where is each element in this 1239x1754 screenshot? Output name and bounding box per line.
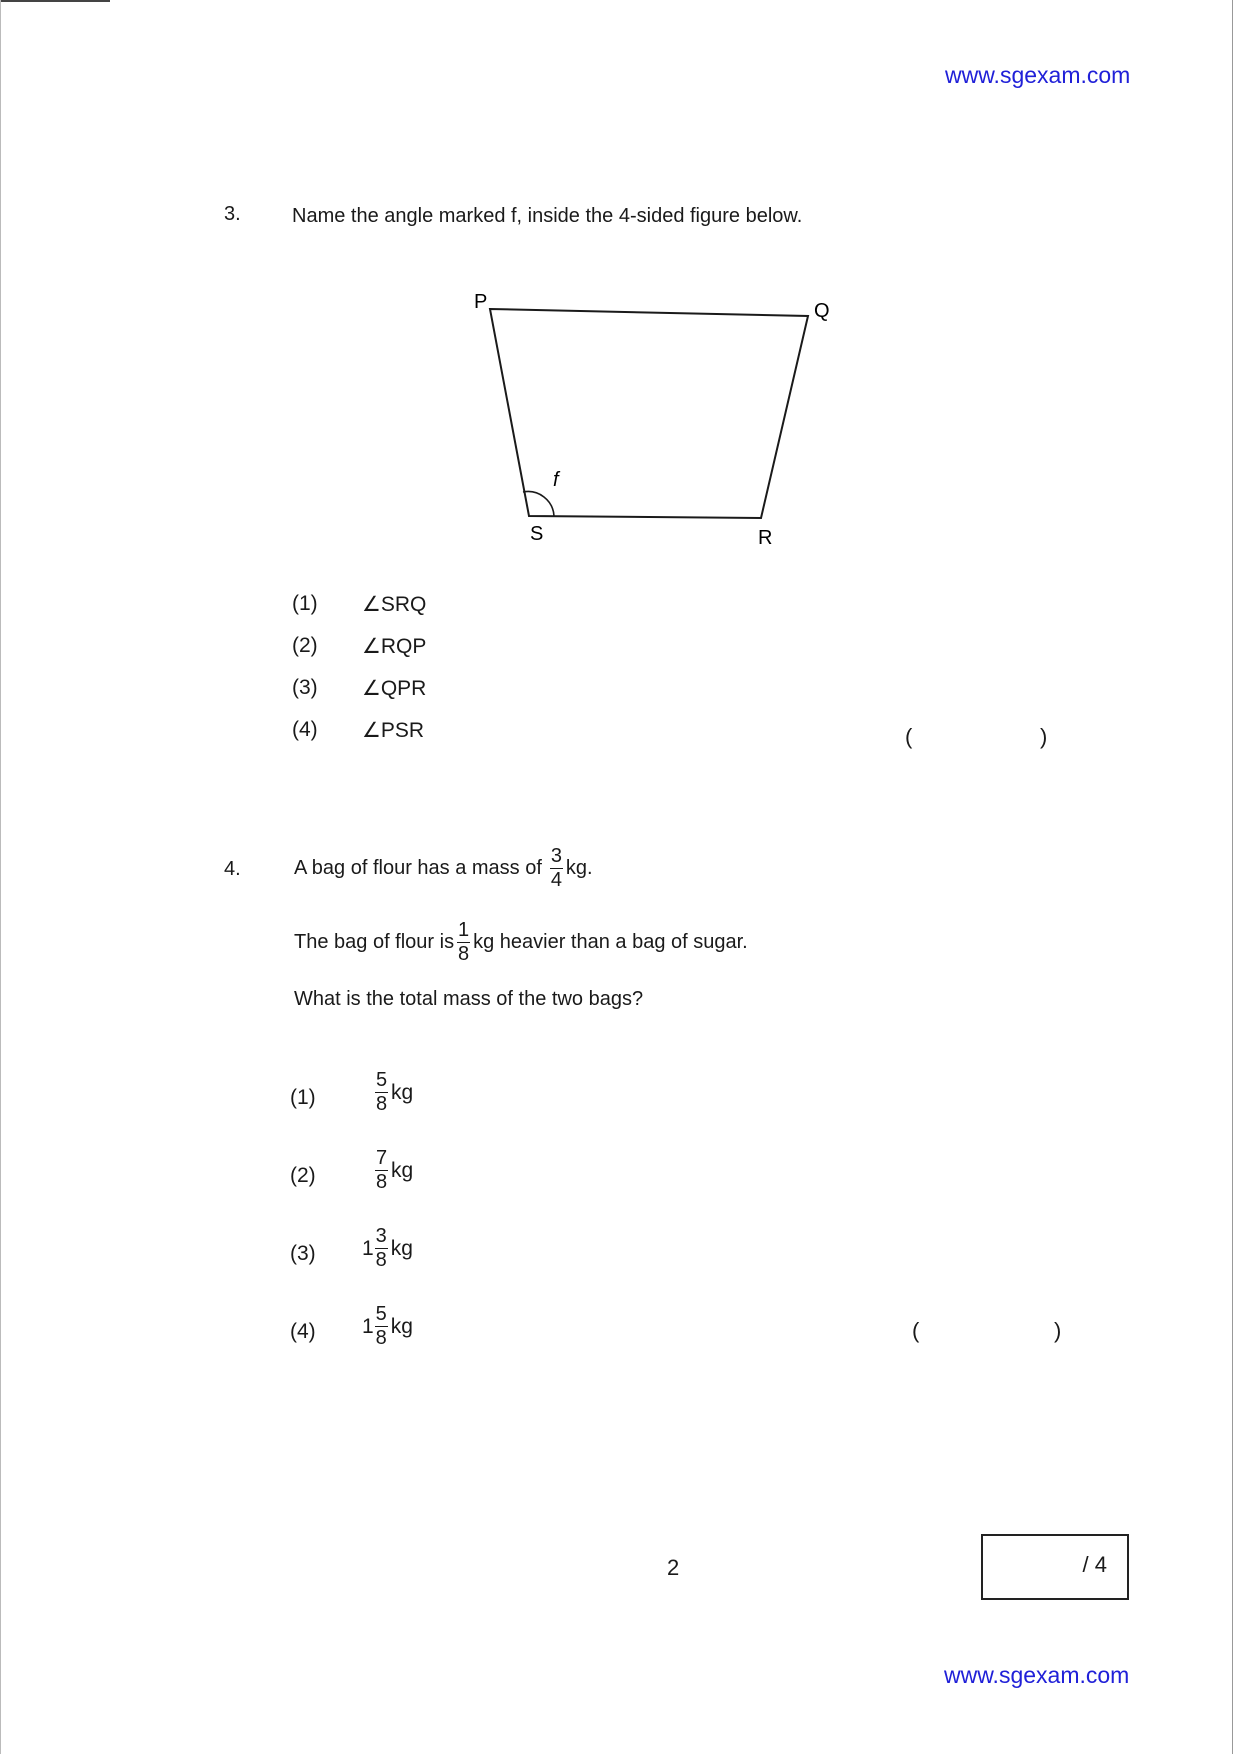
unit-label: kg [390, 1236, 413, 1260]
vertex-label-s: S [530, 523, 544, 545]
score-box [981, 1534, 1129, 1600]
fraction-denominator: 8 [458, 942, 470, 965]
fraction-denominator: 4 [550, 868, 562, 891]
q4-option-3-value[interactable] [362, 1226, 413, 1271]
fraction-numerator: 7 [375, 1147, 388, 1169]
q4-answer-close-paren: ) [1054, 1318, 1062, 1343]
page-border-top [0, 0, 110, 2]
q4-option-4-value[interactable] [362, 1304, 413, 1349]
whole-number: 1 [362, 1314, 374, 1338]
q3-option-1-number: (1) [292, 592, 318, 615]
q4-answer-open-paren: ( [912, 1318, 920, 1343]
q4-line-2-rest: kg heavier than a bag of sugar. [473, 930, 748, 953]
unit-label: kg [391, 1080, 414, 1104]
fraction-denominator: 8 [375, 1249, 387, 1271]
q4-line-1-unit: kg. [565, 856, 593, 879]
q4-line-1 [294, 838, 593, 898]
q3-number: 3. [224, 203, 241, 225]
unit-label: kg [391, 1158, 414, 1182]
unit-label: kg [390, 1314, 413, 1338]
q4-number: 4. [224, 858, 241, 880]
q4-line-2-fraction [457, 920, 470, 965]
q3-text: Name the angle marked f, inside the 4-sided figure below. [292, 205, 803, 227]
q4-option-1-number: (1) [290, 1086, 316, 1109]
angle-label-f: f [553, 469, 559, 491]
fraction [375, 1148, 388, 1193]
fraction-denominator: 8 [375, 1171, 388, 1193]
q3-option-3-text[interactable]: ∠QPR [362, 677, 427, 700]
q3-option-3-number: (3) [292, 676, 318, 699]
q4-option-4-number: (4) [290, 1320, 316, 1343]
q4-answer-blank[interactable] [922, 1316, 1052, 1346]
q3-answer-close-paren: ) [1040, 724, 1048, 749]
q3-answer-open-paren: ( [905, 724, 913, 749]
q4-option-3-number: (3) [290, 1242, 316, 1265]
vertex-label-p: P [474, 291, 488, 313]
fraction-numerator: 5 [375, 1069, 388, 1091]
vertex-label-r: R [758, 527, 773, 549]
q3-option-2-number: (2) [292, 634, 318, 657]
page-border-right [1232, 0, 1233, 1754]
page-number: 2 [667, 1555, 680, 1580]
q3-quadrilateral-figure [460, 280, 860, 560]
fraction [375, 1304, 388, 1349]
fraction [375, 1070, 388, 1115]
q4-line-3: What is the total mass of the two bags? [294, 988, 644, 1010]
whole-number: 1 [362, 1236, 374, 1260]
q4-line-2 [294, 912, 748, 972]
header-website-link[interactable]: www.sgexam.com [945, 62, 1131, 88]
q4-option-2-number: (2) [290, 1164, 316, 1187]
fraction-denominator: 8 [375, 1093, 388, 1115]
q4-option-2-value[interactable] [372, 1148, 413, 1193]
fraction-numerator: 3 [375, 1225, 387, 1247]
footer-website-link[interactable]: www.sgexam.com [944, 1662, 1130, 1688]
fraction-denominator: 8 [375, 1327, 387, 1349]
fraction-numerator: 1 [458, 918, 470, 941]
quadrilateral-pqrs [490, 309, 808, 518]
fraction-numerator: 3 [550, 844, 562, 867]
q4-option-1-value[interactable] [372, 1070, 413, 1115]
q3-option-4-text[interactable]: ∠PSR [362, 719, 425, 742]
q4-line-2-text: The bag of flour is [294, 930, 455, 953]
q3-option-2-text[interactable]: ∠RQP [362, 635, 427, 658]
q3-answer-blank[interactable] [915, 722, 1037, 752]
q3-option-4-number: (4) [292, 718, 318, 741]
fraction [375, 1226, 388, 1271]
q4-line-1-fraction [550, 846, 563, 891]
score-text: / 4 [1082, 1552, 1107, 1577]
q3-option-1-text[interactable]: ∠SRQ [362, 593, 427, 616]
fraction-numerator: 5 [375, 1303, 387, 1325]
page-border-left [0, 0, 1, 1754]
q4-line-1-text: A bag of flour has a mass of [294, 856, 542, 879]
vertex-label-q: Q [814, 300, 830, 322]
